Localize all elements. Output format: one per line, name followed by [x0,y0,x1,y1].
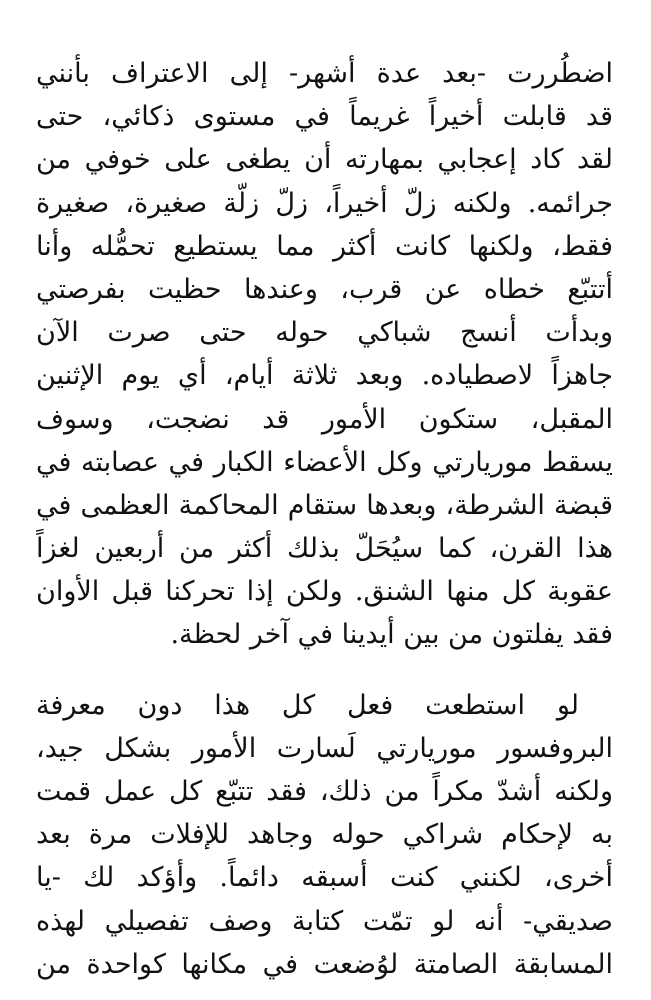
text-line: يسقط موريارتي وكل الأعضاء الكبار في عصابته في [36,446,613,478]
paragraph-2 [36,684,613,986]
text-line: جرائمه. ولكنه زلّ أخيراً، زلّ زلّة صغيرة، صغيرة [36,187,613,219]
text-line: هذا القرن، كما سيُحَلّ بذلك أكثر من أربعين لغزاً [36,533,613,565]
text-line: قبضة الشرطة، وبعدها ستقام المحاكمة العظمى في [36,489,613,521]
text-line: عقوبة كل منها الشنق. ولكن إذا تحركنا قبل الأوان [36,576,613,608]
text-line: لقد كاد إعجابي بمهارته أن يطغى على خوفي من [36,144,613,176]
text-line: قد قابلت أخيراً غريماً في مستوى ذكائي، حتى [36,101,613,133]
text-line: لو استطعت فعل كل هذا دون معرفة [36,689,579,721]
text-line: اضطُررت -بعد عدة أشهر- إلى الاعتراف بأنني [36,58,613,89]
text-line: أخرى، لكنني كنت أسبقه دائماً. وأؤكد لك -يا [36,862,613,894]
text-line: البروفسور موريارتي لَسارت الأمور بشكل جيد، [36,732,613,764]
text-line: جاهزاً لاصطياده. وبعد ثلاثة أيام، أي يوم الإثنين [36,360,613,392]
text-line: فقد يفلتون من بين أيدينا في آخر لحظة. [170,619,613,651]
text-line: به لإحكام شراكي حوله وجاهد للإفلات مرة بعد [36,819,613,851]
text-line: صديقي- أنه لو تمّت كتابة وصف تفصيلي لهذه [36,905,613,937]
text-line: المقبل، ستكون الأمور قد نضجت، وسوف [36,403,613,435]
text-line: أتتبّع خطاه عن قرب، وعندها حظيت بفرصتي [36,273,613,305]
text-line: المسابقة الصامتة لوُضعت في مكانها كواحدة من [36,948,613,980]
text-line: فقط، ولكنها كانت أكثر مما يستطيع تحمُّله وأنا [36,230,613,262]
text-line: ولكنه أشدّ مكراً من ذلك، فقد تتبّع كل عمل قمت [36,776,613,807]
paragraph-1 [36,52,613,657]
text-line: وبدأت أنسج شباكي حوله حتى صرت الآن [36,317,613,349]
paragraph-gap [36,657,613,684]
